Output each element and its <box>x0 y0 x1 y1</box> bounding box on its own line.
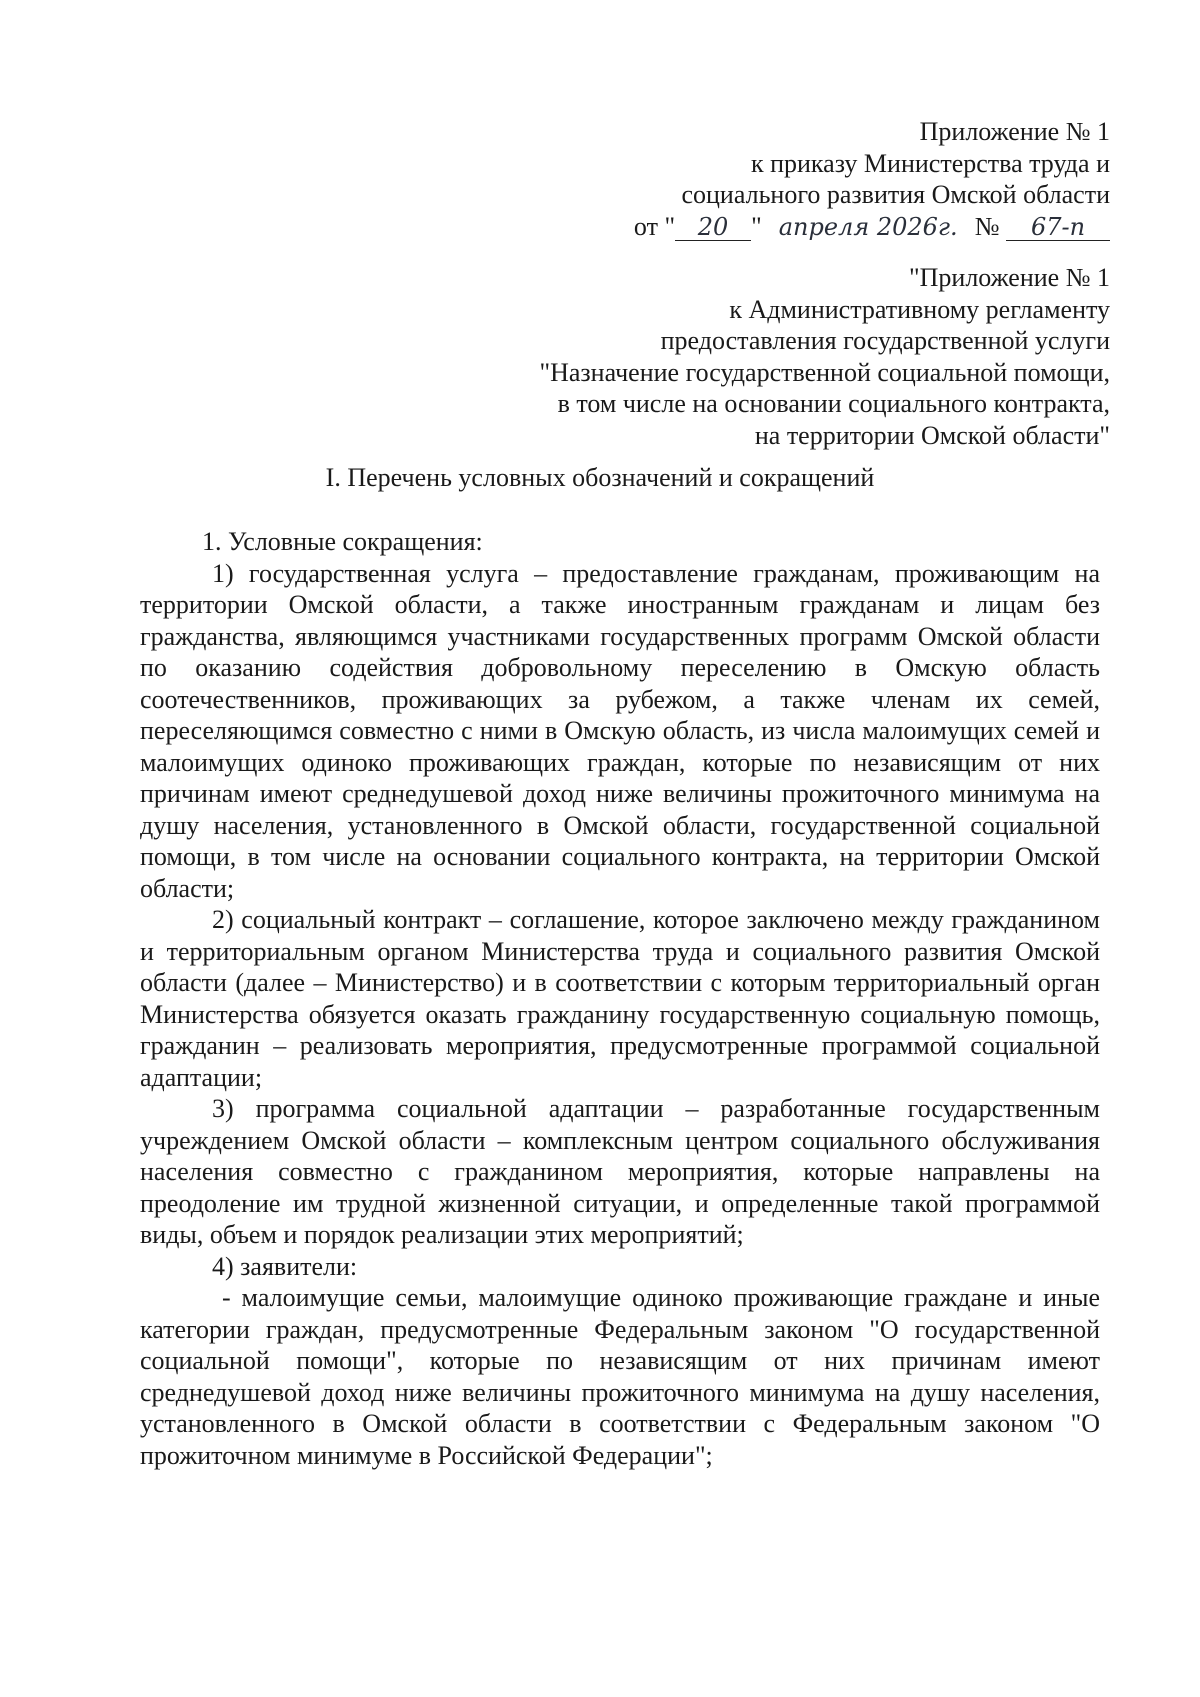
paragraph-state-service: 1) государственная услуга – предоставление гражданам, проживающим на территории Омской области, а также иностранным гражданам и лицам без гражданства, являющимся участниками государственных программ Омской области по оказанию содействия добровольному переселению в Омскую область соотечественников, проживающих за рубежом, а также членам их семей, переселяющимся совместно с ними в Омскую область, из числа малоимущих семей и малоимущих одиноко проживающих граждан, которые по независящим от них причинам имеют среднедушевой доход ниже величины прожиточного минимума на душу населения, установленного в Омской области, государственной социальной помощи, в том числе на основании социального контракта, на территории Омской области; <box>140 558 1100 903</box>
appendix-number-line: Приложение № 1 <box>919 117 1110 146</box>
regulation-appendix-line-6: на территории Омской области" <box>754 420 1110 450</box>
number-prefix: № <box>974 211 1000 241</box>
order-reference-line: к приказу Министерства труда и <box>750 148 1110 178</box>
date-quote-close: " <box>751 211 762 241</box>
handwritten-day: 20 <box>675 214 751 241</box>
ministry-name-line: социального развития Омской области <box>681 180 1110 209</box>
regulation-appendix-header <box>539 262 1110 451</box>
section-title: I. Перечень условных обозначений и сокращений <box>325 463 875 492</box>
regulation-appendix-line-4: "Назначение государственной социальной помощи, <box>539 357 1110 387</box>
order-appendix-header <box>634 116 1110 242</box>
paragraph-low-income-families: - малоимущие семьи, малоимущие одиноко проживающие граждане и иные категории граждан, предусмотренные Федеральным законом "О государственной социальной помощи", которые по независящим от них причинам имеют среднедушевой доход ниже величины прожиточного минимума на душу населения, установленного в Омской области в соответствии с Федеральным законом "О прожиточном минимуме в Российской Федерации"; <box>140 1283 1100 1470</box>
handwritten-month-year: апреля 2026г. <box>778 212 958 241</box>
handwritten-order-number: 67-п <box>1006 214 1110 241</box>
regulation-appendix-line-5: в том числе на основании социального контракта, <box>557 389 1110 418</box>
paragraph-applicants: 4) заявители: <box>212 1251 358 1281</box>
paragraph-adaptation-program: 3) программа социальной адаптации – разработанные государственным учреждением Омской области – комплексным центром социального обслуживания населения совместно с гражданином мероприятия, которые направлены на преодоление им трудной жизненной ситуации, и определенные такой программой виды, объем и порядок реализации этих мероприятий; <box>140 1094 1100 1249</box>
regulation-appendix-line-2: к Административному регламенту <box>729 294 1110 324</box>
paragraph-abbreviations-heading: 1. Условные сокращения: <box>202 527 483 556</box>
regulation-appendix-line-1: "Приложение № 1 <box>909 263 1110 292</box>
regulation-appendix-line-3: предоставления государственной услуги <box>660 326 1110 355</box>
date-prefix: от " <box>633 211 676 241</box>
document-body <box>140 526 1100 1471</box>
order-date-line <box>634 211 1110 243</box>
paragraph-social-contract: 2) социальный контракт – соглашение, которое заключено между гражданином и территориальным органом Министерства труда и социального развития Омской области (далее – Министерство) и в соответствии с которым территориальный орган Министерства обязуется оказать гражданину государственную социальную помощь, гражданин – реализовать мероприятия, предусмотренные программой социальной адаптации; <box>140 905 1100 1092</box>
